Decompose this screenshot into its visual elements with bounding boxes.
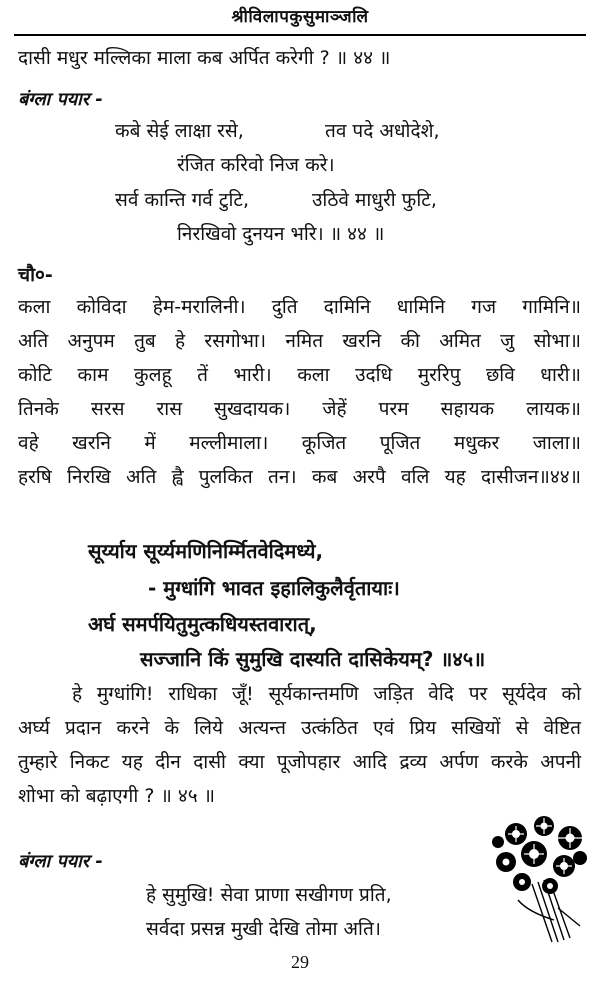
verse-line: सर्वदा प्रसन्न मुखी देखि तोमा अति। xyxy=(146,918,381,940)
paragraph-line: तुम्हारे निकट यह दीन दासी क्या पूजोपहार आदि द्रव्य अर्पण करके अपनी xyxy=(18,751,581,773)
sanskrit-verse-line: - मुग्धांगि भावत इहालिकुलैर्वृतायाः। xyxy=(148,576,400,600)
verse-line: वहे खरनि में मल्लीमाला। कूजित पूजित मधुकर जाला॥ xyxy=(18,432,581,454)
page-number: 29 xyxy=(291,952,309,972)
text-line: दासी मधुर मल्लिका माला कब अर्पित करेगी ? ॥ ४४ ॥ xyxy=(18,47,391,69)
section-heading: बंग्ला पयार - xyxy=(18,851,103,872)
sanskrit-verse-line: अर्घ समर्पयितुमुत्कधियस्तवारात्, xyxy=(88,612,317,636)
verse-line: उठिवे माधुरी फुटि, xyxy=(312,189,437,211)
verse-line: कला कोविदा हेम-मरालिनी। दुति दामिनि धामिनि गज गामिनि॥ xyxy=(18,296,581,318)
sanskrit-verse-line: सज्जानि किं सुमुखि दास्यति दासिकेयम्? ॥४५॥ xyxy=(140,647,486,671)
paragraph-line: शोभा को बढ़ाएगी ? ॥ ४५ ॥ xyxy=(18,785,216,807)
section-heading: बंग्ला पयार - xyxy=(18,89,103,110)
running-header: श्रीविलापकुसुमाञ्जलि xyxy=(14,0,586,36)
verse-line: अति अनुपम तुब हे रसगोभा। नमित खरनि की अमित जु सोभा॥ xyxy=(18,330,581,352)
verse-line: तिनके सरस रास सुखदायक। जेहें परम सहायक लायक॥ xyxy=(18,398,581,420)
verse-line: कोटि काम कुलहू तें भारी। कला उदधि मुररिपु छवि धारी॥ xyxy=(18,364,581,386)
verse-line: निरखिवो दुनयन भरि। ॥ ४४ ॥ xyxy=(177,223,385,245)
paragraph-line: अर्घ्य प्रदान करने के लिये अत्यन्त उत्कंठित एवं प्रिय सखियों से वेष्टित xyxy=(18,717,581,739)
verse-line: तव पदे अधोदेशे, xyxy=(325,120,440,142)
verse-line: सर्व कान्ति गर्व टुटि, xyxy=(115,189,250,211)
sanskrit-verse-line: सूर्य्याय सूर्य्यमणिनिर्म्मितवेदिमध्ये, xyxy=(88,539,324,563)
paragraph-line: हे मुग्धांगि! राधिका जूँ! सूर्यकान्तमणि जड़ित वेदि पर सूर्यदेव को xyxy=(72,683,581,705)
verse-line: हरषि निरखि अति ह्वै पुलकित तन। कब अरपै वलि यह दासीजन॥४४॥ xyxy=(18,466,581,488)
verse-line: रंजित करिवो निज करे। xyxy=(177,154,335,176)
flower-bouquet-icon xyxy=(488,812,592,946)
verse-line: कबे सेई लाक्षा रसे, xyxy=(115,120,244,142)
verse-line: हे सुमुखि! सेवा प्राणा सखीगण प्रति, xyxy=(146,884,392,906)
section-heading: चौ०- xyxy=(18,264,53,286)
